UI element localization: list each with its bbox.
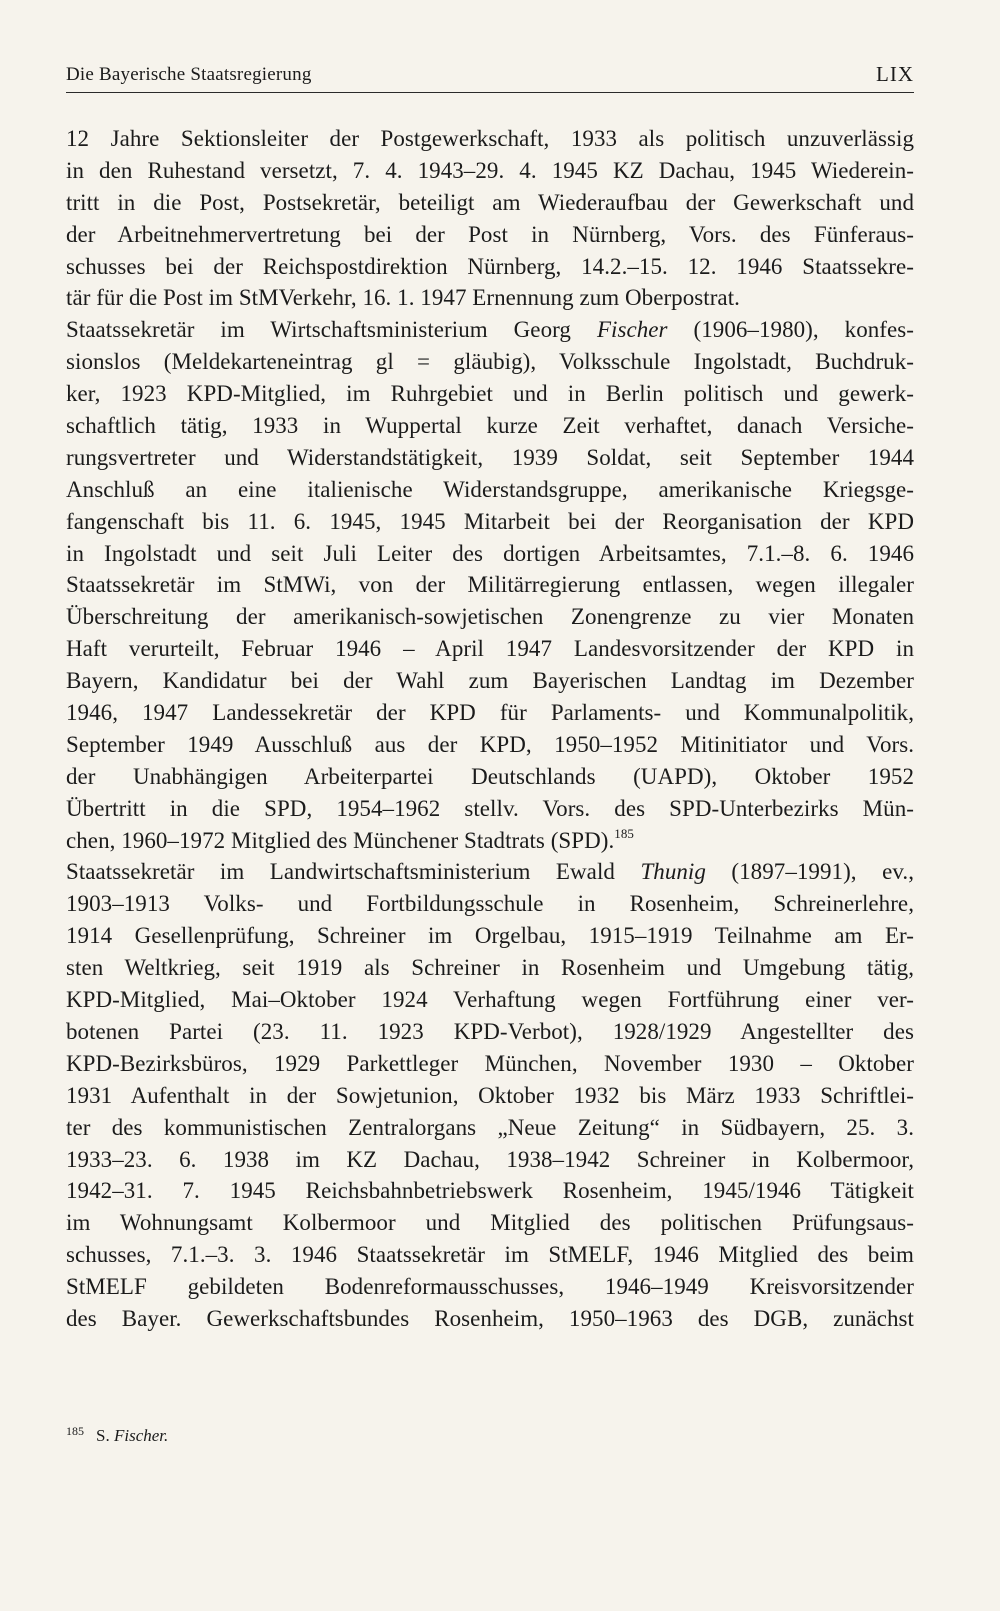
footnote (66, 1426, 168, 1446)
page-header (66, 58, 914, 93)
footnote-reference[interactable]: 185 (614, 825, 634, 841)
text-line: StMELF gebildeten Bodenreformausschusses, 1946–1949 Kreisvorsitzender (66, 1274, 914, 1300)
thunig-dates: (1897–1991), ev., (705, 859, 914, 885)
running-title: Die Bayerische Staatsregierung (66, 64, 312, 85)
text-line: der Arbeitnehmervertretung bei der Post in Nürnberg, Vors. des Fünferaus- (66, 221, 914, 247)
text-line: Überschreitung der amerikanisch-sowjetischen Zonengrenze zu vier Monaten (66, 604, 914, 630)
text-line: rungsvertreter und Widerstandstätigkeit, 1939 Soldat, seit September 1944 (66, 444, 914, 470)
text-line: Bayern, Kandidatur bei der Wahl zum Bayerischen Landtag im Dezember (66, 668, 914, 694)
text-line: 1931 Aufenthalt in der Sowjetunion, Oktober 1932 bis März 1933 Schriftlei- (66, 1082, 914, 1108)
fischer-lead: Staatssekretär im Wirtschaftsministerium Georg (66, 317, 597, 343)
text-line: in Ingolstadt und seit Juli Leiter des dortigen Arbeitsamtes, 7.1.–8. 6. 1946 (66, 540, 914, 566)
text-line: tär für die Post im StMVerkehr, 16. 1. 1947 Ernennung zum Oberpostrat. (66, 285, 740, 311)
text-line: schaftlich tätig, 1933 in Wuppertal kurze Zeit verhaftet, danach Versiche- (66, 413, 914, 439)
person-name-thunig: Thunig (640, 859, 706, 885)
text-line: sten Weltkrieg, seit 1919 als Schreiner in Rosenheim und Umgebung tätig, (66, 955, 914, 981)
text-line: 1946, 1947 Landessekretär der KPD für Parlaments- und Kommunalpolitik, (66, 700, 914, 726)
text-line: botenen Partei (23. 11. 1923 KPD-Verbot), 1928/1929 Angestellter des (66, 1018, 914, 1044)
text-line: 1942–31. 7. 1945 Reichsbahnbetriebswerk Rosenheim, 1945/1946 Tätigkeit (66, 1178, 914, 1204)
text-line: des Bayer. Gewerkschaftsbundes Rosenheim, 1950–1963 des DGB, zunächst (66, 1305, 914, 1331)
text-line: Anschluß an eine italienische Widerstandsgruppe, amerikanische Kriegsge- (66, 476, 914, 502)
text-line: ter des kommunistischen Zentralorgans „Neue Zeitung“ in Südbayern, 25. 3. (66, 1114, 914, 1140)
text-line-with-footnote (66, 825, 914, 857)
text-line: Staatssekretär im StMWi, von der Militärregierung entlassen, wegen illegaler (66, 572, 914, 598)
text-line: September 1949 Ausschluß aus der KPD, 1950–1952 Mitinitiator und Vors. (66, 731, 914, 757)
text-line: fangenschaft bis 11. 6. 1945, 1945 Mitarbeit bei der Reorganisation der KPD (66, 508, 914, 534)
text-line: der Unabhängigen Arbeiterpartei Deutschlands (UAPD), Oktober 1952 (66, 763, 914, 789)
footnote-name: Fischer. (113, 1426, 169, 1445)
person-name-fischer: Fischer (596, 317, 668, 343)
body-text (66, 123, 914, 1335)
text-line: sionslos (Meldekarteneintrag gl = gläubig), Volksschule Ingolstadt, Buchdruk- (66, 349, 914, 375)
text-line: KPD-Mitglied, Mai–Oktober 1924 Verhaftung wegen Fortführung einer ver- (66, 987, 914, 1013)
page-number: LIX (876, 62, 914, 86)
text-line: 1933–23. 6. 1938 im KZ Dachau, 1938–1942 Schreiner in Kolbermoor, (66, 1146, 914, 1172)
text-line-thunig (66, 856, 914, 888)
text-line: ker, 1923 KPD-Mitglied, im Ruhrgebiet und in Berlin politisch und gewerk- (66, 381, 914, 407)
text-line: 1914 Gesellenprüfung, Schreiner im Orgelbau, 1915–1919 Teilnahme am Er- (66, 923, 914, 949)
text-line-fischer (66, 314, 914, 346)
text-line: schusses bei der Reichspostdirektion Nürnberg, 14.2.–15. 12. 1946 Staatssekre- (66, 253, 914, 279)
text-line: 12 Jahre Sektionsleiter der Postgewerkschaft, 1933 als politisch unzuverlässig (66, 126, 914, 151)
text-line: Haft verurteilt, Februar 1946 – April 1947 Landesvorsitzender der KPD in (66, 636, 914, 662)
text-line: Übertritt in die SPD, 1954–1962 stellv. Vors. des SPD-Unterbezirks Mün- (66, 795, 914, 821)
thunig-lead: Staatssekretär im Landwirtschaftsministerium Ewald (66, 859, 641, 885)
text-line-content: chen, 1960–1972 Mitglied des Münchener Stadtrats (SPD). (66, 827, 615, 853)
fischer-dates: (1906–1980), konfes- (667, 317, 914, 343)
footnote-prefix: S. (96, 1426, 114, 1445)
text-line: 1903–1913 Volks- und Fortbildungsschule in Rosenheim, Schreinerlehre, (66, 891, 914, 917)
text-line: im Wohnungsamt Kolbermoor und Mitglied des politischen Prüfungsaus- (66, 1210, 914, 1236)
text-line: tritt in die Post, Postsekretär, beteiligt am Wiederaufbau der Gewerkschaft und (66, 189, 914, 215)
text-line: schusses, 7.1.–3. 3. 1946 Staatssekretär im StMELF, 1946 Mitglied des beim (66, 1242, 914, 1268)
footnote-number: 185 (66, 1424, 84, 1438)
text-line: in den Ruhestand versetzt, 7. 4. 1943–29. 4. 1945 KZ Dachau, 1945 Wiederein- (66, 157, 914, 183)
text-line: KPD-Bezirksbüros, 1929 Parkettleger München, November 1930 – Oktober (66, 1050, 914, 1076)
